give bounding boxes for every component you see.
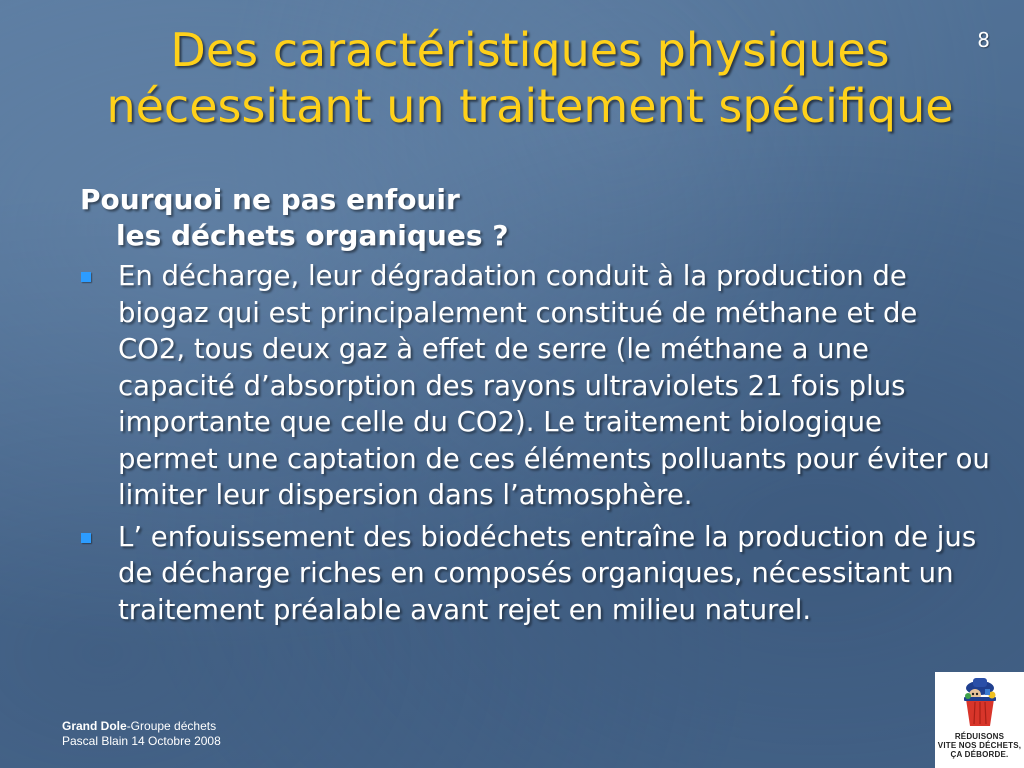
logo-caption (935, 732, 1024, 759)
footer (62, 719, 221, 749)
square-bullet-icon (81, 533, 91, 543)
page-number: 8 (977, 28, 990, 52)
footer-line-1 (62, 719, 221, 734)
slide-title (0, 22, 1024, 134)
square-bullet-icon (81, 272, 91, 282)
footer-group: -Groupe déchets (126, 719, 217, 733)
bullet-text: En décharge, leur dégradation conduit à la production de biogaz qui est principalement constitué de méthane et de CO2, tous deux gaz à effet de serre (le méthane a une capacité d’absorption des rayons ultraviolets 21 fois plus importante que celle du CO2). Le traitement biologique permet une captation de ces éléments polluants pour éviter ou limiter leur dispersion dans l’atmosphère. (118, 260, 990, 511)
logo-caption-line-3: ÇA DÉBORDE. (950, 750, 1009, 759)
bullet-item (80, 258, 990, 514)
slide-title-line-1: Des caractéristiques physiques (170, 23, 890, 77)
footer-org: Grand Dole (62, 719, 127, 733)
question-line-1: Pourquoi ne pas enfouir (80, 183, 460, 216)
logo-caption-line-1: RÉDUISONS (954, 732, 1005, 741)
bullet-text: L’ enfouissement des biodéchets entraîne la production de jus de décharge riches en composés organiques, nécessitant un traitement préalable avant rejet en milieu naturel. (118, 520, 977, 626)
footer-author-date: Pascal Blain 14 Octobre 2008 (62, 734, 221, 748)
slide-title-line-2: nécessitant un traitement spécifique (106, 79, 954, 133)
reduisons-logo (935, 672, 1024, 768)
slide-body (80, 182, 990, 633)
bullet-list (80, 258, 990, 628)
logo-caption-line-2: VITE NOS DÉCHETS, (937, 741, 1022, 750)
bullet-item (80, 519, 990, 629)
question-heading (80, 182, 990, 254)
trash-bin-mascot-icon (935, 672, 1024, 732)
question-line-2: les déchets organiques ? (116, 219, 509, 252)
